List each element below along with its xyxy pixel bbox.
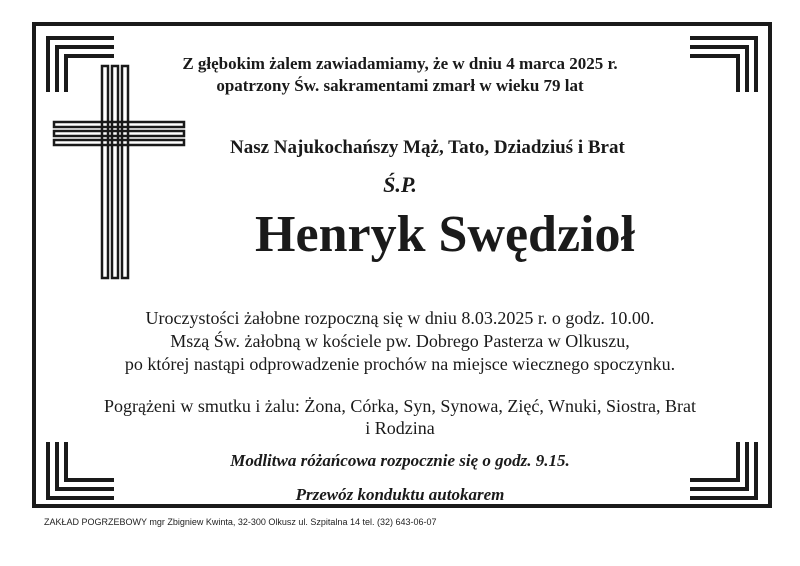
ceremony-line-2: Mszą Św. żałobną w kościele pw. Dobrego Pasterza w Olkuszu, bbox=[170, 331, 630, 351]
family-relation-line: Nasz Najukochańszy Mąż, Tato, Dziadziuś i Brat bbox=[230, 137, 625, 158]
rosary-prayer-line: Modlitwa różańcowa rozpocznie się o godz. 9.15. bbox=[230, 451, 570, 470]
transport-line: Przewóz konduktu autokarem bbox=[295, 485, 505, 504]
intro-line-1: Z głębokim żalem zawiadamiamy, że w dniu 4 marca 2025 r. bbox=[182, 54, 618, 73]
mourners-line-1: Pogrążeni w smutku i żalu: Żona, Córka, Syn, Synowa, Zięć, Wnuki, Siostra, Brat bbox=[103, 396, 697, 416]
funeral-home-footer: ZAKŁAD POGRZEBOWY mgr Zbigniew Kwinta, 32-300 Olkusz ul. Szpitalna 14 tel. (32) 643-06-07 bbox=[44, 517, 437, 527]
intro-line-2: opatrzony Św. sakramentami zmarł w wieku 79 lat bbox=[216, 76, 584, 95]
honorific: Ś.P. bbox=[383, 172, 417, 197]
ceremony-line-1: Uroczystości żałobne rozpoczną się w dniu 8.03.2025 r. o godz. 10.00. bbox=[145, 308, 655, 328]
mourners-line-2: i Rodzina bbox=[365, 418, 435, 438]
ceremony-line-3: po której nastąpi odprowadzenie prochów na miejsce wiecznego spoczynku. bbox=[124, 354, 676, 374]
deceased-name: Henryk Swędzioł bbox=[255, 206, 635, 263]
